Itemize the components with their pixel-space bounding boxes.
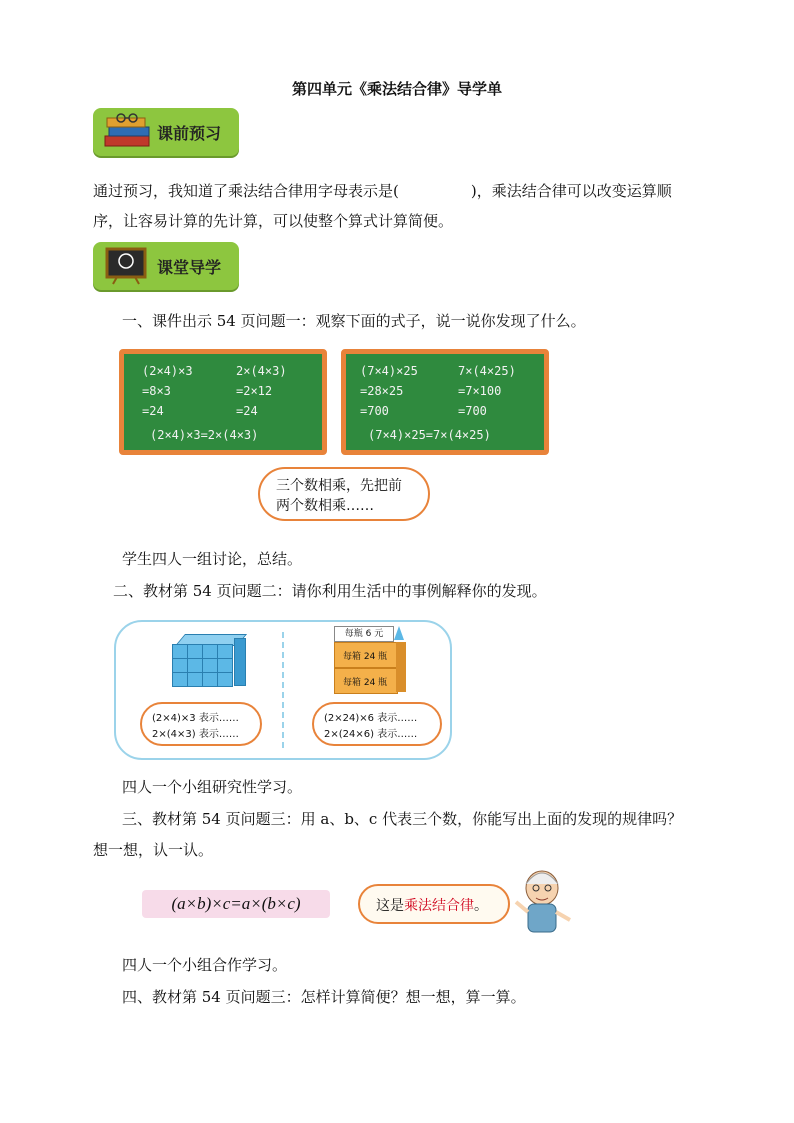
preview-paragraph — [93, 176, 733, 236]
preview-banner-label: 课前预习 — [157, 124, 222, 143]
left-bubble-line-1: (2×4)×3 表示…… — [152, 713, 239, 724]
preview-banner — [93, 108, 239, 156]
left-bubble-line-2: 2×(4×3) 表示…… — [152, 729, 239, 740]
question-2: 二、教材第 54 页问题二：请你利用生活中的事例解释你的发现。 — [113, 582, 547, 600]
price-tag: 每瓶 6 元 — [334, 626, 394, 642]
board2-c1-line3: =700 — [360, 404, 389, 418]
box-2-label: 每箱 24 瓶 — [343, 678, 388, 688]
cube-block — [172, 634, 242, 688]
teacher-speech-suffix: 。 — [474, 898, 488, 914]
board1-c1-line1: (2×4)×3 — [142, 364, 193, 378]
bubble-line-2: 两个数相乘…… — [276, 498, 374, 514]
discussion-text: 学生四人一组讨论，总结。 — [122, 550, 303, 568]
teacher-speech-highlight: 乘法结合律 — [404, 898, 474, 914]
teacher-speech-text — [376, 895, 488, 915]
bubble-line-1: 三个数相乘，先把前 — [276, 478, 402, 494]
board2-c1-line1: (7×4)×25 — [360, 364, 418, 378]
question-1: 一、课件出示 54 页问题一：观察下面的式子，说一说你发现了什么。 — [122, 312, 586, 330]
teacher-figure-icon — [512, 868, 580, 934]
thought-bubble — [258, 467, 430, 521]
preview-text-part-1: 通过预习，我知道了乘法结合律用字母表示是( — [93, 182, 399, 200]
box-1 — [334, 642, 398, 668]
panel-divider — [282, 632, 284, 748]
page-title: 第四单元《乘法结合律》导学单 — [291, 80, 502, 98]
cooperation-text: 四人一个小组合作学习。 — [122, 956, 288, 974]
class-guide-banner — [93, 242, 239, 290]
blackboard-2 — [341, 349, 549, 455]
teacher-speech-prefix: 这是 — [376, 898, 404, 914]
right-bubble-line-1: (2×24)×6 表示…… — [324, 713, 418, 724]
box-stack — [334, 626, 406, 696]
class-guide-banner-label: 课堂导学 — [157, 258, 222, 277]
board2-c2-line1: 7×(4×25) — [458, 364, 516, 378]
board2-c1-line2: =28×25 — [360, 384, 404, 398]
board1-c1-line3: =24 — [142, 404, 164, 418]
blackboard-icon — [105, 247, 149, 285]
board2-c2-line3: =700 — [458, 404, 487, 418]
board1-c2-line2: =2×12 — [236, 384, 273, 398]
board2-c2-line2: =7×100 — [458, 384, 502, 398]
preview-text-part-2: )，乘法结合律可以改变运算顺 — [470, 182, 672, 200]
formula-box: (a×b)×c=a×(b×c) — [142, 890, 330, 918]
board1-bottom: (2×4)×3=2×(4×3) — [150, 428, 259, 442]
question-3-line-2: 想一想，认一认。 — [93, 841, 214, 859]
preview-text-line-2: 序，让容易计算的先计算，可以使整个算式计算简便。 — [93, 212, 454, 230]
right-bubble-line-2: 2×(24×6) 表示…… — [324, 729, 418, 740]
question-3-line-1: 三、教材第 54 页问题三：用 a、b、c 代表三个数，你能写出上面的发现的规律吗？ — [122, 810, 683, 828]
board2-bottom: (7×4)×25=7×(4×25) — [368, 428, 491, 442]
board1-c1-line2: =8×3 — [142, 384, 171, 398]
research-text: 四人一个小组研究性学习。 — [122, 778, 303, 796]
teacher-speech-bubble — [358, 884, 510, 924]
example-panel — [114, 620, 452, 760]
board1-c2-line3: =24 — [236, 404, 258, 418]
blackboard-1 — [119, 349, 327, 455]
board1-c2-line1: 2×(4×3) — [236, 364, 287, 378]
box-1-label: 每箱 24 瓶 — [343, 652, 388, 662]
box-2 — [334, 668, 398, 694]
question-4: 四、教材第 54 页问题三：怎样计算简便？想一想，算一算。 — [122, 988, 526, 1006]
right-explain-bubble — [312, 702, 442, 746]
left-explain-bubble — [140, 702, 262, 746]
books-icon — [101, 112, 155, 152]
bottle-icon — [392, 626, 406, 640]
